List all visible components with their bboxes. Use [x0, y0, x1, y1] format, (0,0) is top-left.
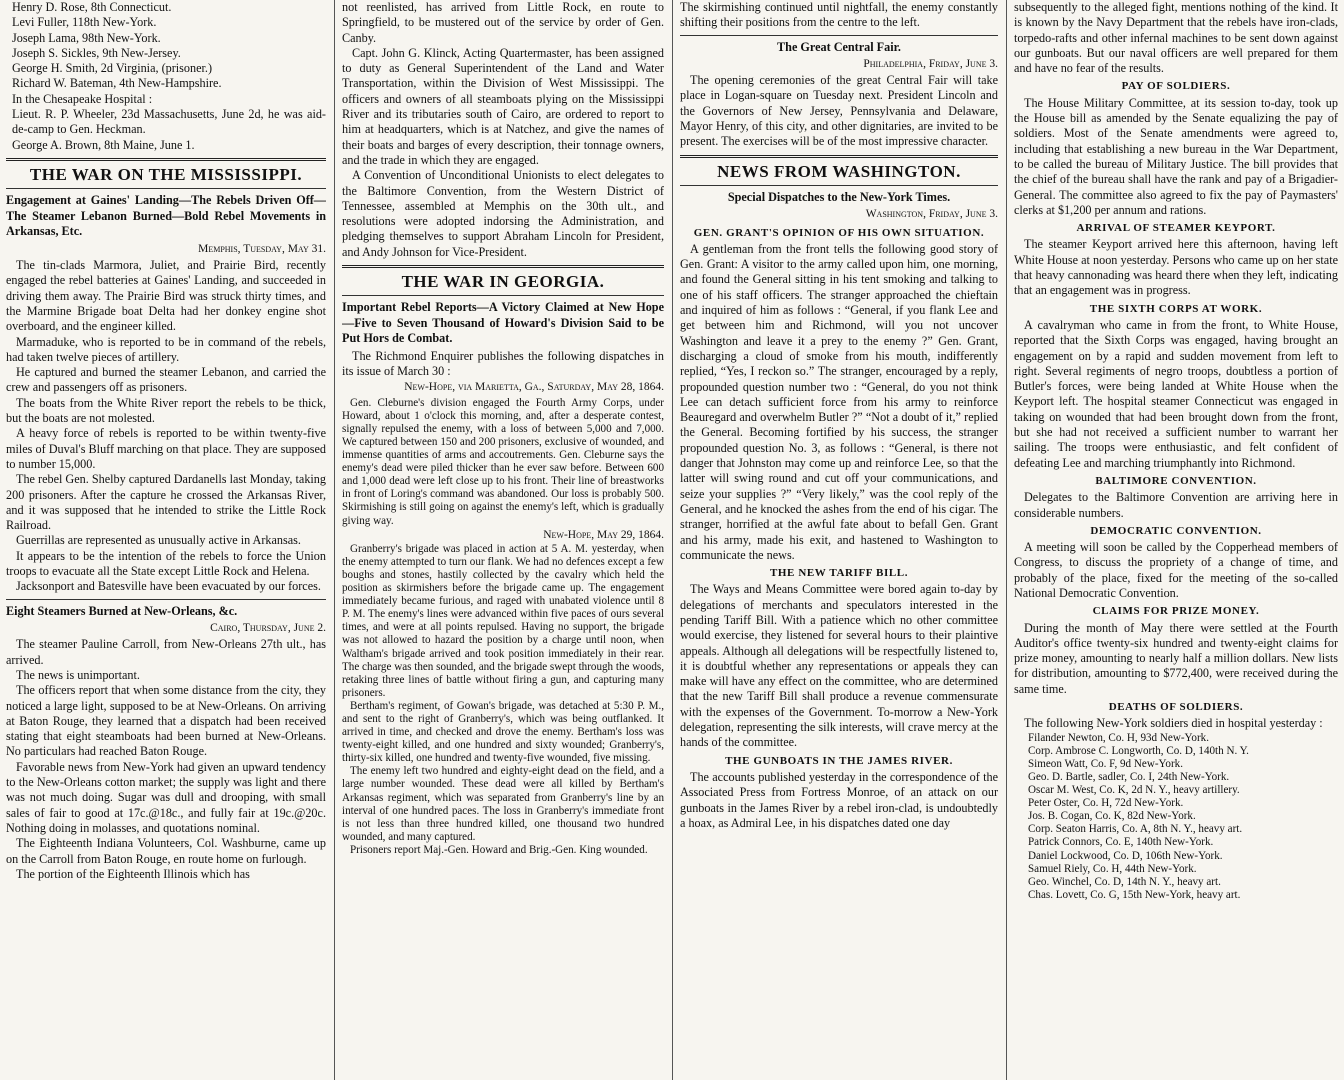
paragraph: The news is unimportant. [16, 667, 140, 682]
column-2 [342, 0, 664, 1080]
list-item: Chas. Lovett, Co. G, 15th New-York, heavy art. [1028, 888, 1241, 901]
column-4 [1014, 0, 1338, 1080]
dateline: New-Hope, May 29, 1864. [543, 528, 664, 541]
paragraph: The opening ceremonies of the great Central Fair will take place in Logan-square on Tuesday next. President Lincoln and the Governors of New Jersey, Pennsylvania and Delaware, Mayor Henry, of this city, and other dignitaries, are invited to be present. The exercises will be of the most impressive character. [680, 73, 998, 149]
paragraph: The steamer Keyport arrived here this afternoon, having left White House at noon yesterday. Persons who came up on her state that heavy cannonading was heard there when they left, indicating that an engagement was in progress. [1014, 237, 1338, 298]
list-item: Joseph Lama, 98th New-York. [12, 30, 161, 45]
section-heading: THE NEW TARIFF BILL. [769, 567, 909, 580]
list-item: George H. Smith, 2d Virginia, (prisoner.) [12, 61, 213, 76]
paragraph: Delegates to the Baltimore Convention are arriving here in considerable numbers. [1014, 490, 1338, 520]
list-item: Lieut. R. P. Wheeler, 23d Massachusetts, June 2d, he was aid-de-camp to Gen. Heckman. [12, 107, 326, 137]
paragraph: It appears to be the intention of the rebels to force the Union troops to evacuate all the State except Little Rock and Helena. [6, 548, 326, 578]
list-item: Corp. Seaton Harris, Co. A, 8th N. Y., heavy art. [1028, 823, 1243, 836]
paragraph: The rebel Gen. Shelby captured Dardanells last Monday, taking 200 prisoners. After the capture he crossed the Arkansas River, and it was supposed that he intended to strike the Little Rock Railroad. [6, 472, 326, 533]
dateline: New-Hope, via Marietta, Ga., Saturday, May 28, 1864. [404, 381, 664, 394]
section-heading: DEATHS OF SOLDIERS. [1108, 701, 1244, 714]
list-item: Levi Fuller, 118th New-York. [12, 15, 157, 30]
paragraph: He captured and burned the steamer Lebanon, and carried the crew and passengers off as prisoners. [6, 365, 326, 395]
dateline: Memphis, Tuesday, May 31. [198, 242, 326, 255]
paragraph: subsequently to the alleged fight, mentions nothing of the kind. It is known by the Navy Department that the rebels have iron-clads, torpedo-rafts and other infernal machines to be sent down against our gunboats. But our naval officers are well prepared for them and have no fear of the results. [1014, 0, 1338, 76]
dateline: Cairo, Thursday, June 2. [210, 622, 326, 635]
list-item: Geo. D. Bartle, sadler, Co. I, 24th New-York. [1028, 770, 1230, 783]
list-item: Richard W. Bateman, 4th New-Hampshire. [12, 76, 222, 91]
dateline: Washington, Friday, June 3. [865, 208, 998, 221]
subheadline: Important Rebel Reports—A Victory Claimed at New Hope—Five to Seven Thousand of Howard's Division Said to be Put Hors de Combat. [342, 300, 664, 346]
list-item: Patrick Connors, Co. E, 140th New-York. [1028, 836, 1214, 849]
paragraph: Favorable news from New-York had given an upward tendency to the New-Orleans cotton market; the supply was light and there was not much doing. Sugar was dull and drooping, with small sales of fair to good at 17c.@18c., and fully fair at 19c.@20c. Nothing doing in molasses, and quotations nominal. [6, 759, 326, 835]
section-heading: GEN. GRANT'S OPINION OF HIS OWN SITUATION. [693, 226, 985, 239]
paragraph: During the month of May there were settled at the Fourth Auditor's office twenty-six hundred and twenty-eight claims for prize money, amounting to nearly half a million dollars. New lists for distribution, amounting to $772,400, were received during the same time. [1014, 620, 1338, 696]
divider [680, 35, 998, 36]
paragraph: Capt. John G. Klinck, Acting Quartermaster, has been assigned to duty as General Superintendent of the Land and Water Transportation, within the Division of West Mississippi. The officers and owners of all steamboats plying on the Mississippi River and its tributaries south of Cairo, are ordered to report to him at headquarters, which is at Natchez, and give the names of their boats and barges of every description, their tonnage owners, and the trade in which they are engaged. [342, 45, 664, 167]
section-heading: CLAIMS FOR PRIZE MONEY. [1092, 605, 1260, 618]
paragraph: Bertham's regiment, of Gowan's brigade, was detached at 5:30 P. M., and sent to the right of Granberry's, which was being outflanked. It arrived in time, and checked and drove the enemy. Bertham's loss was twenty-eight killed, and one hundred and sixty wounded; Granberry's, thirty-six killed, one hundred and twenty-five wounded, five missing. [342, 699, 664, 765]
divider [342, 295, 664, 296]
subheadline: Special Dispatches to the New-York Times. [727, 189, 951, 204]
paragraph: The portion of the Eighteenth Illinois which has [16, 866, 250, 881]
paragraph: The Richmond Enquirer publishes the following dispatches in its issue of March 30 : [342, 348, 664, 379]
section-heading: BALTIMORE CONVENTION. [1095, 474, 1257, 487]
paragraph: A gentleman from the front tells the following good story of Gen. Grant: A visitor to the army called upon him, one morning, and found the General sitting in his tent smoking and talking to one of his staff officers. The stranger approached the chieftain and inquired of him as follows : “General, if you flank Lee and get between him and Richmond, will you not uncover Washington and leave it a prey to the enemy ?” Gen. Grant, discharging a cloud of smoke from his mouth, indifferently replied, “Yes, I reckon so.” The stranger, encouraged by a reply, propounded question number two : “General, do you not think Lee can detach sufficient force from his army to reinforce Beauregard and overwhelm Butler ?” “Not a doubt of it,” replied the General. Becoming fortified by his success, the stranger propounded question No. 3, as follows : “General, is there not danger that Johnston may come up and reinforce Lee, so that the latter will swing round and cut off your communications, and seize your supplies ?” “Very likely,” was the cool reply of the General, and he knocked the ashes from the end of his cigar. The stranger, horrified at the awful fate about to befall Gen. Grant and his army, made his exit, and hastened to Washington to communicate the news. [680, 241, 998, 562]
list-item: Jos. B. Cogan, Co. K, 82d New-York. [1028, 810, 1196, 823]
paragraph: The Eighteenth Indiana Volunteers, Col. Washburne, came up on the Carroll from Baton Rouge, en route home on furlough. [6, 836, 326, 866]
divider [6, 188, 326, 189]
paragraph: The accounts published yesterday in the correspondence of the Associated Press from Fortress Monroe, of an attack on our gunboats in the James River by a rebel iron-clad, is undoubtedly a hoax, as Admiral Lee, in his dispatches dated one day [680, 769, 998, 830]
paragraph: Prisoners report Maj.-Gen. Howard and Brig.-Gen. King wounded. [350, 843, 648, 856]
column-rule [1006, 0, 1007, 1080]
paragraph: The boats from the White River report the rebels to be thick, but the boats are not molested. [6, 395, 326, 426]
column-3 [680, 0, 998, 1080]
list-item: Peter Oster, Co. H, 72d New-York. [1028, 797, 1184, 810]
section-heading: THE GUNBOATS IN THE JAMES RIVER. [725, 754, 953, 767]
paragraph: A meeting will soon be called by the Copperhead members of Congress, to discuss the propriety of a change of time, and probably of the place, fixed for the meeting of the so-called National Democratic Convention. [1014, 540, 1338, 600]
divider [680, 155, 998, 158]
list-item: Oscar M. West, Co. K, 2d N. Y., heavy artillery. [1028, 784, 1240, 797]
section-heading: DEMOCRATIC CONVENTION. [1090, 524, 1262, 537]
casualty-list [6, 0, 326, 153]
paragraph: A Convention of Unconditional Unionists to elect delegates to the Baltimore Convention, from the Western District of Tennessee, assembled at Memphis on the 30th ult., and resolutions were adopted indorsing the Administration, and pledging themselves to support Abraham Lincoln for President, and Andy Johnson for Vice-President. [342, 168, 664, 259]
list-item: Simeon Watt, Co. F, 9d New-York. [1028, 757, 1183, 770]
section-heading: ARRIVAL OF STEAMER KEYPORT. [1076, 222, 1276, 235]
subheadline: The Great Central Fair. [777, 39, 901, 54]
paragraph: A heavy force of rebels is reported to be within twenty-five miles of Duval's Bluff marching on that place. They are supposed to number 15,000. [6, 426, 326, 471]
headline: THE WAR ON THE MISSISSIPPI. [29, 164, 303, 184]
paragraph: not reenlisted, has arrived from Little Rock, en route to Springfield, to be mustered out of the service by order of Gen. Canby. [342, 0, 664, 45]
dispatch-body [342, 397, 664, 857]
paragraph: A cavalryman who came in from the front, to White House, reported that the Sixth Corps was engaged, having brought an engagement on by a rapid and sudden movement from left to right. Several regiments of negro troops, doubtless a portion of Butler's forces, were being landed at White House when the Keyport left. The hospital steamer Connecticut was engaged in taking on wounded that had been brought down from the front, but she had not received a sufficient number to warrant her sailing. The troops were enthusiastic, and felt confident of defeating Lee and marching triumphantly into Richmond. [1014, 317, 1338, 470]
subheadline: Engagement at Gaines' Landing—The Rebels Driven Off—The Steamer Lebanon Burned—Bold Rebel Movements in Arkansas, Etc. [6, 193, 326, 239]
list-item: Filander Newton, Co. H, 93d New-York. [1028, 731, 1209, 744]
headline: THE WAR IN GEORGIA. [401, 272, 605, 292]
paragraph: The enemy left two hundred and eighty-eight dead on the field, and a large number wounded. These dead were all killed by Bertham's Arkansas regiment, which was separated from Granberry's line by an interval of one hundred paces. The loss in Granberry's immediate front is not less than three hundred killed, one thousand two hundred wounded, and many captured. [342, 765, 664, 843]
paragraph: Gen. Cleburne's division engaged the Fourth Army Corps, under Howard, about 1 o'clock this morning, and, after a desperate contest, signally repulsed the enemy, with a loss of between 5,000 and 7,000. We captured between 150 and 200 prisoners, exclusive of wounded, and immense quantities of arms and accoutrements. Gen. Cleburne says the enemy's dead were piled thicker than he ever saw before. Between 600 and 1,000 dead were left close up to his front. Their line of breastworks in front of Loring's command was abandoned. Our loss is probably 500. Skirmishing is still going on against the enemy's left, which is gradually giving way. [342, 396, 664, 527]
divider [6, 158, 326, 161]
paragraph: The tin-clads Marmora, Juliet, and Prairie Bird, recently engaged the rebel batteries at Gaines' Landing, and succeeded in driving them away. The Prairie Bird was struck thirty times, and the Marmine Brigade boat Delta had her donkey engine shot overboard, and the engineer killed. [6, 258, 326, 334]
list-item: In the Chesapeake Hospital : [12, 91, 153, 106]
list-item: Joseph S. Sickles, 9th New-Jersey. [12, 45, 181, 60]
list-item: Corp. Ambrose C. Longworth, Co. D, 140th N. Y. [1028, 744, 1249, 757]
paragraph: Guerrillas are represented as unusually active in Arkansas. [16, 533, 301, 548]
paragraph: The House Military Committee, at its session to-day, took up the House bill as amended by the Senate equalizing the pay of soldiers. Most of the Senate amendments were agreed to, including that establishing a new bureau in the War Department, to be called the bureau of Military Justice. The bill provides that the chief of the bureau shall have the rank and pay of a Brigadier-General. The committee also agreed to fix the pay of Paymasters' clerks at $1,200 per annum and rations. [1014, 95, 1338, 217]
paragraph: The steamer Pauline Carroll, from New-Orleans 27th ult., has arrived. [6, 637, 326, 667]
section-heading: PAY OF SOLDIERS. [1121, 80, 1231, 93]
paragraph: The skirmishing continued until nightfall, the enemy constantly shifting their positions from the centre to the left. [680, 0, 998, 30]
paragraph: Jacksonport and Batesville have been evacuated by our forces. [16, 579, 321, 594]
section-heading: THE SIXTH CORPS AT WORK. [1089, 302, 1263, 315]
paragraph: Marmaduke, who is reported to be in command of the rebels, had taken twelve pieces of artillery. [6, 334, 326, 364]
column-rule [672, 0, 673, 1080]
subheadline: Eight Steamers Burned at New-Orleans, &c. [6, 603, 238, 618]
column-1 [6, 0, 326, 1080]
paragraph: Granberry's brigade was placed in action at 5 A. M. yesterday, when the enemy attempted to turn our flank. We had no defences except a few boughs and stones, hastily collected by the cavalry which held the position as skirmishers before the brigade came up. The engagement immediately became furious, and raged with unabated violence until 8 P. M. The enemy's lines were advanced within five paces of ours several times, and were at all points repulsed. Having no support, the brigade was not allowed to hazard the position by a charge until noon, when Waltham's brigade arrived and took position immediately in their rear. The charge was then sounded, and the brigade swept through the woods, retaking three lines of battle without firing a gun, and capturing many prisoners. [342, 542, 664, 699]
list-item: Geo. Winchel, Co. D, 14th N. Y., heavy art. [1028, 875, 1221, 888]
divider [6, 599, 326, 600]
list-item: Daniel Lockwood, Co. D, 106th New-York. [1028, 849, 1223, 862]
dateline: Philadelphia, Friday, June 3. [863, 57, 998, 70]
paragraph: The officers report that when some distance from the city, they noticed a large light, supposed to be at New-Orleans. On arriving at Baton Rouge, they learned that a dispatch had been received stating that eight steamboats had been burned at New-Orleans. No particulars had reached Baton Rouge. [6, 683, 326, 759]
death-list [1014, 732, 1338, 902]
list-item: Henry D. Rose, 8th Connecticut. [12, 0, 172, 14]
headline: NEWS FROM WASHINGTON. [717, 161, 961, 181]
column-rule [334, 0, 335, 1080]
divider [680, 185, 998, 186]
paragraph: The following New-York soldiers died in hospital yesterday : [1024, 716, 1323, 731]
paragraph: The Ways and Means Committee were bored again to-day by delegations of merchants and speculators interested in the pending Tariff Bill. With a patience which no other committee would exercise, they listened for several hours to their plaintive appeals. Although all delegations will be respectfully listened to, it is doubtful whether any representations or appeals they can make will have any effect on the committee, who are determined that the new Tariff Bill shall produce a revenue commensurate with the expenses of the Government. To-morrow a New-York delegation, representing the silk interests, will crave mercy at the hands of the committee. [680, 582, 998, 750]
list-item: George A. Brown, 8th Maine, June 1. [12, 137, 195, 152]
divider [342, 265, 664, 268]
list-item: Samuel Riely, Co. H, 44th New-York. [1028, 862, 1197, 875]
